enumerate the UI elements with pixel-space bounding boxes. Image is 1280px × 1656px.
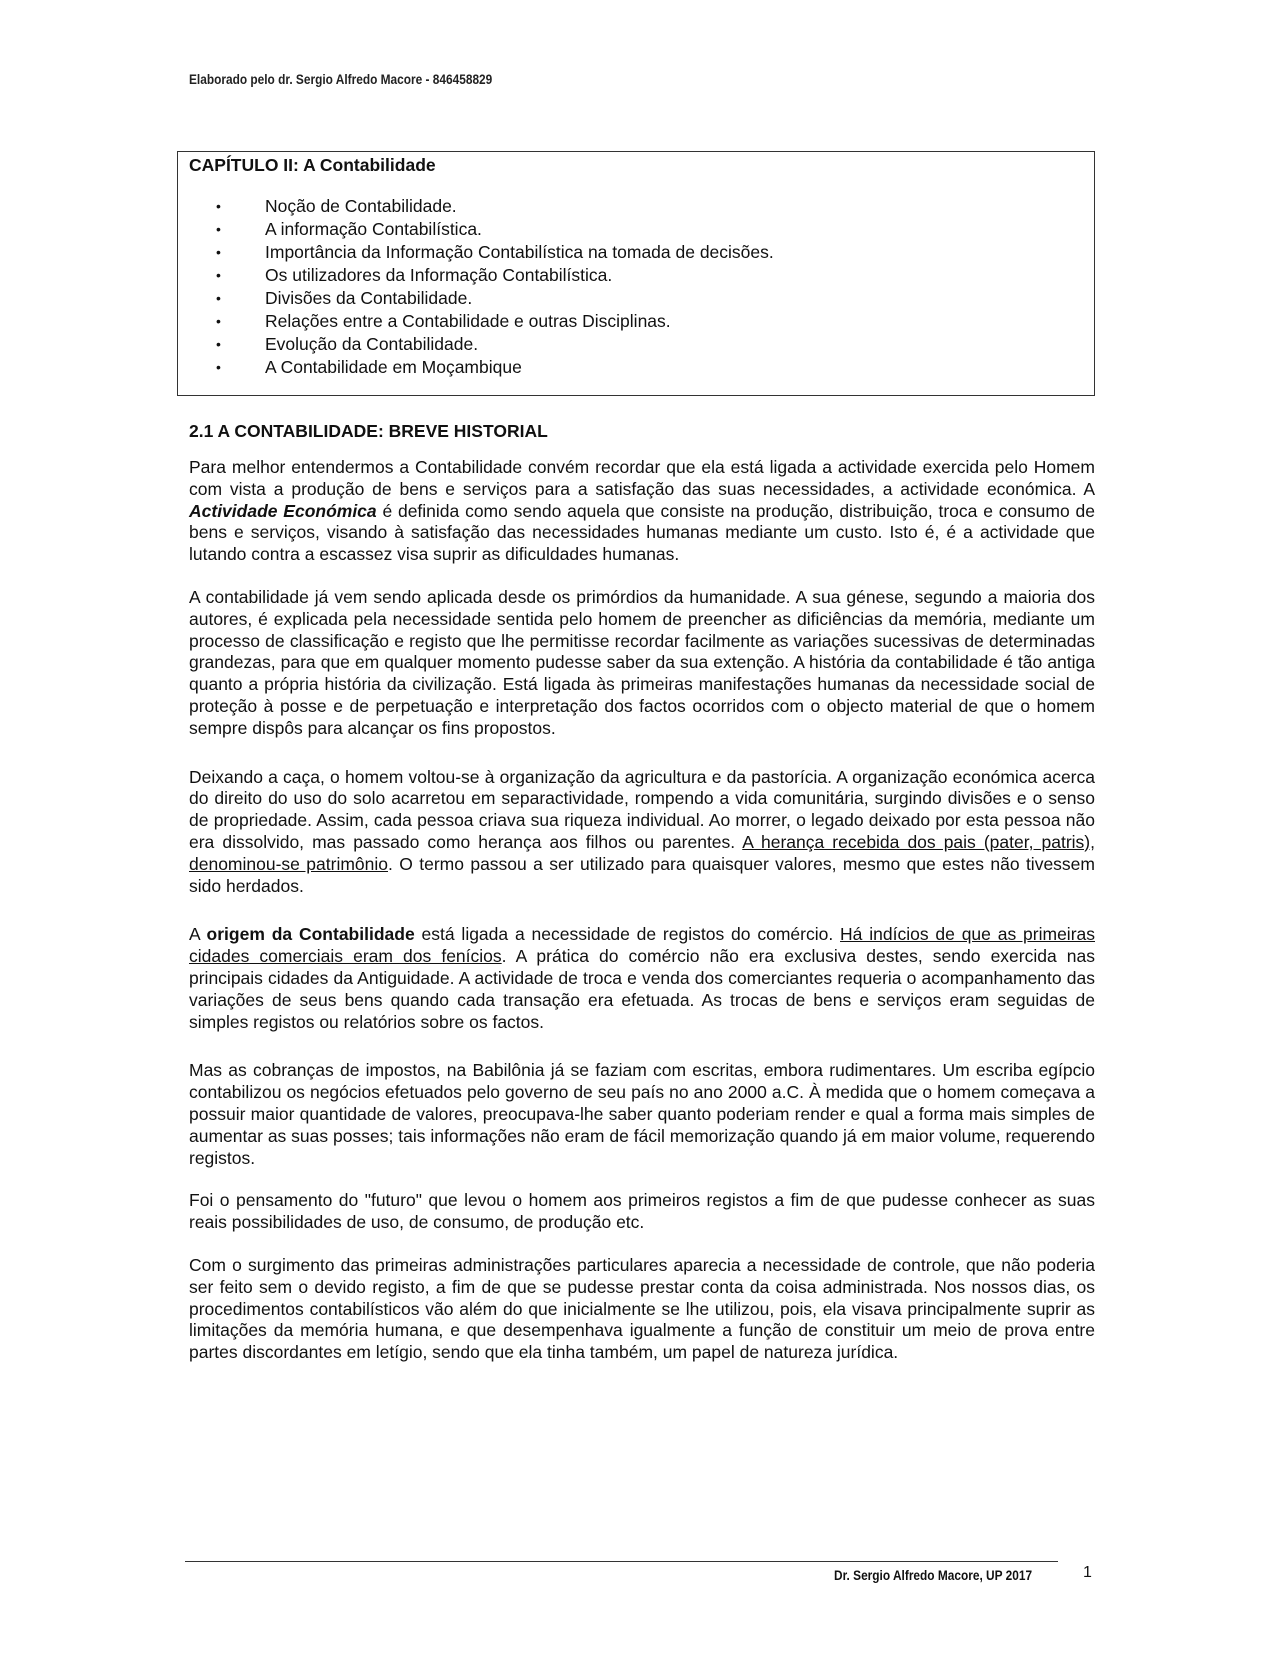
paragraph-origins: A contabilidade já vem sendo aplicada desde os primórdios da humanidade. A sua génese, segundo a maioria dos autores, é explicada pela necessidade sentida pelo homem de preencher as dificiências da memória, mediante um processo de classificação e registo que lhe permitisse recordar facilmente as variações sucessivas de determinadas grandezas, para que em qualquer momento pudesse saber da sua extenção. A história da contabilidade é tão antiga quanto a própria história da civilização. Está ligada às primeiras manifestações humanas da necessidade social de proteção à posse e de perpetuação e interpretação dos factos ocorridos com o objecto material de que o homem sempre dispôs para alcançar os fins propostos. [189, 586, 1095, 738]
list-item [178, 310, 774, 333]
paragraph-economic-activity: Para melhor entendermos a Contabilidade convém recordar que ela está ligada a actividade exercida pelo Homem com vista a produção de bens e serviços para a satisfação das suas necessidades, a actividade económica. A Actividade Económica é definida como sendo aquela que consiste na produção, distribuição, troca e consumo de bens e serviços, visando à satisfação das necessidades humanas mediante um custo. Isto é, é a actividade que lutando contra a escassez visa suprir as dificuldades humanas. [189, 457, 1095, 565]
section-title: 2.1 A CONTABILIDADE: BREVE HISTORIAL [189, 421, 548, 441]
chapter-topics-list [178, 195, 774, 379]
list-item [178, 195, 774, 218]
bullet-icon: • [216, 221, 221, 237]
list-item-label: Relações entre a Contabilidade e outras Disciplinas. [265, 311, 671, 331]
bullet-icon: • [216, 290, 221, 306]
main-content [189, 420, 1095, 1364]
paragraph-babylon: Mas as cobranças de impostos, na Babilônia já se faziam com escritas, embora rudimentares. Um escriba egípcio contabilizou os negócios efetuados pelo governo de seu país no ano 2000 a.C. À medida que o homem começava a possuir maior quantidade de valores, preocupava-lhe saber quanto poderiam render e qual a forma mais simples de aumentar as suas posses; tais informações não eram de fácil memorização quando já em maior volume, requerendo registos. [189, 1060, 1095, 1168]
bullet-icon: • [216, 198, 221, 214]
paragraph-commerce: A origem da Contabilidade está ligada a necessidade de registos do comércio. Há indícios de que as primeiras cidades comerciais eram dos fenícios. A prática do comércio não era exclusiva destes, sendo exercida nas principais cidades da Antiguidade. A actividade de troca e venda dos comerciantes requeria o acompanhamento das variações de seus bens quando cada transação era efetuada. As trocas de bens e serviços eram seguidas de simples registos ou relatórios sobre os factos. [189, 924, 1096, 1032]
list-item-label: Evolução da Contabilidade. [265, 334, 479, 354]
paragraph-administration: Com o surgimento das primeiras administrações particulares aparecia a necessidade de controle, que não poderia ser feito sem o devido registo, a fim de que se pudesse prestar conta da coisa administrada. Nos nossos dias, os procedimentos contabilísticos vão além do que inicialmente se lhe utilizou, pois, ela visava principalmente suprir as limitações da memória humana, e que desempenhava igualmente a função de constituir um meio de prova entre partes discordantes em letígio, sendo que ela tinha também, um papel de natureza jurídica. [189, 1254, 1095, 1363]
underlined-text: Há indícios de que as primeiras cidades comerciais eram dos fenícios [189, 924, 1095, 967]
bullet-icon: • [216, 313, 221, 329]
list-item [178, 333, 774, 356]
page-number: 1 [1083, 1564, 1092, 1581]
footer-divider [185, 1561, 1058, 1562]
list-item [178, 356, 774, 379]
footer-author: Dr. Sergio Alfredo Macore, UP 2017 [834, 1568, 1033, 1583]
bullet-icon: • [216, 359, 221, 375]
emphasis-term: Actividade Económica [189, 500, 377, 521]
chapter-summary-box [177, 151, 1095, 396]
list-item [178, 287, 774, 310]
list-item [178, 264, 774, 287]
list-item-label: A Contabilidade em Moçambique [265, 357, 522, 377]
list-item-label: Divisões da Contabilidade. [265, 288, 473, 308]
chapter-title: CAPÍTULO II: A Contabilidade [189, 155, 436, 175]
bullet-icon: • [216, 244, 221, 260]
list-item-label: Noção de Contabilidade. [265, 196, 457, 216]
underlined-text: A herança recebida dos pais (pater, patris), denominou-se patrimônio [189, 831, 1095, 874]
page-header: Elaborado pelo dr. Sergio Alfredo Macore - 846458829 [189, 72, 493, 87]
paragraph-patrimony: Deixando a caça, o homem voltou-se à organização da agricultura e da pastorícia. A organização económica acerca do direito do uso do solo acarretou em separactividade, rompendo a vida comunitária, surgindo divisões e o senso de propriedade. Assim, cada pessoa criava sua riqueza individual. Ao morrer, o legado deixado por esta pessoa não era dissolvido, mas passado como herança aos filhos ou parentes. A herança recebida dos pais (pater, patris), denominou-se patrimônio. O termo passou a ser utilizado para quaisquer valores, mesmo que estes não tivessem sido herdados. [189, 766, 1095, 896]
list-item-label: Os utilizadores da Informação Contabilística. [265, 265, 613, 285]
list-item-label: Importância da Informação Contabilística na tomada de decisões. [265, 242, 774, 262]
list-item [178, 241, 774, 264]
bullet-icon: • [216, 267, 221, 283]
bold-term: origem da Contabilidade [206, 924, 415, 945]
bullet-icon: • [216, 336, 221, 352]
list-item-label: A informação Contabilística. [265, 219, 482, 239]
paragraph-future: Foi o pensamento do "futuro" que levou o homem aos primeiros registos a fim de que pudesse conhecer as suas reais possibilidades de uso, de consumo, de produção etc. [189, 1190, 1095, 1233]
list-item [178, 218, 774, 241]
